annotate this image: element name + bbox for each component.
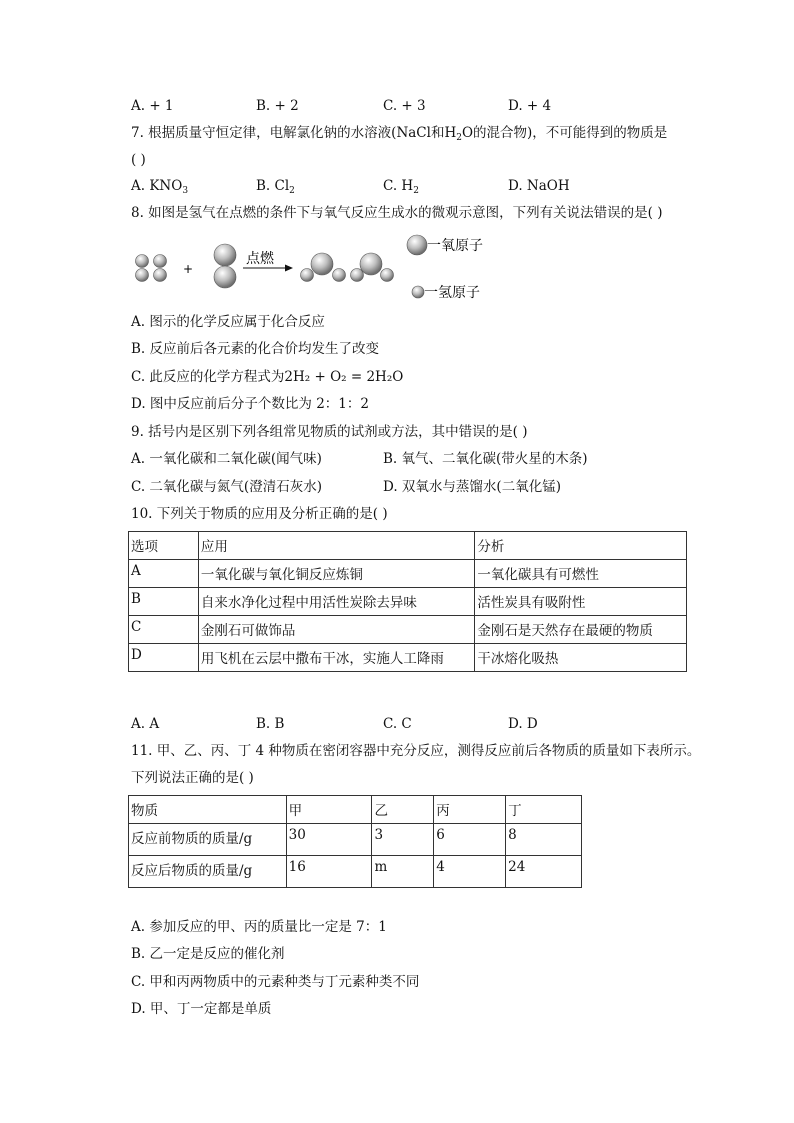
table-cell: 24 <box>506 856 582 888</box>
oxygen-molecule <box>214 244 236 288</box>
table-cell: 金刚石是天然存在最硬的物质 <box>475 616 687 644</box>
table-header-cell: 物质 <box>129 796 287 824</box>
q10-option-a: A. A <box>131 716 160 732</box>
q11-option-c: C. 甲和丙两物质中的元素种类与丁元素种类不同 <box>131 974 420 990</box>
q11-table <box>128 795 582 888</box>
water-molecule <box>301 253 346 282</box>
q7-option-d <box>508 178 570 194</box>
table-row <box>129 644 687 672</box>
table-cell: 6 <box>434 824 506 856</box>
table-header-cell: 丙 <box>434 796 506 824</box>
q8-option-a: A. 图示的化学反应属于化合反应 <box>131 314 325 330</box>
table-cell: D <box>129 644 199 672</box>
q9-option-d: D. 双氧水与蒸馏水(二氧化锰) <box>383 479 561 495</box>
q7-option-a-sub: 3 <box>182 186 189 196</box>
arrow-label: 点燃 <box>246 251 274 267</box>
table-header-cell: 丁 <box>506 796 582 824</box>
q7-stem-part: 7. 根据质量守恒定律，电解氯化钠的水溶液(NaCl和H <box>131 125 457 141</box>
q7-option-b-sub: 2 <box>289 186 295 196</box>
q7-option-c-sub: 2 <box>413 186 419 196</box>
q8-option-c: C. 此反应的化学方程式为2H₂ + O₂ = 2H₂O <box>131 369 404 385</box>
plus-sign: + <box>183 262 194 276</box>
q8-option-d: D. 图中反应前后分子个数比为 2：1：2 <box>131 396 369 412</box>
water-molecule <box>351 253 394 282</box>
table-header-cell: 分析 <box>475 532 687 560</box>
table-cell: 自来水净化过程中用活性炭除去异味 <box>198 588 475 616</box>
table-cell: 30 <box>286 824 372 856</box>
q7-paren: ( ) <box>131 152 146 168</box>
q8-option-b: B. 反应前后各元素的化合价均发生了改变 <box>131 341 380 357</box>
legend-oxygen-label: 一氧原子 <box>427 238 483 254</box>
q10-stem: 10. 下列关于物质的应用及分析正确的是( ) <box>131 506 388 522</box>
hydrogen-atom-icon <box>412 286 424 298</box>
legend-hydrogen <box>412 285 480 301</box>
table-cell: 一氧化碳具有可燃性 <box>475 560 687 588</box>
table-cell: A <box>129 560 199 588</box>
table-header-cell: 选项 <box>129 532 199 560</box>
legend-hydrogen-label: 一氢原子 <box>424 285 480 301</box>
legend-oxygen <box>407 235 483 255</box>
table-cell: 4 <box>434 856 506 888</box>
q9-stem: 9. 括号内是区别下列各组常见物质的试剂或方法，其中错误的是( ) <box>131 424 528 440</box>
table-cell: 用飞机在云层中撒布干冰，实施人工降雨 <box>198 644 475 672</box>
q9-option-a: A. 一氧化碳和二氧化碳(闻气味) <box>131 451 322 467</box>
q7-option-c <box>383 178 419 196</box>
table-header-row <box>129 532 687 560</box>
reaction-diagram <box>125 232 525 307</box>
q7-stem-subscript: 2 <box>456 133 462 143</box>
hydrogen-molecules <box>136 255 167 282</box>
oxygen-atom-icon <box>407 235 427 255</box>
q11-option-d: D. 甲、丁一定都是单质 <box>131 1001 272 1017</box>
table-cell: 3 <box>372 824 434 856</box>
arrow-head-icon <box>285 265 293 272</box>
q9-option-c: C. 二氧化碳与氮气(澄清石灰水) <box>131 479 322 495</box>
q7-option-b-text: B. Cl <box>256 178 290 194</box>
table-cell: 8 <box>506 824 582 856</box>
table-cell: m <box>372 856 434 888</box>
q7-stem <box>131 125 667 146</box>
q7-option-a <box>131 178 188 196</box>
table-header-row <box>129 796 582 824</box>
q11-stem-line1: 11. 甲、乙、丙、丁 4 种物质在密闭容器中充分反应，测得反应前后各物质的质量如下表所示。 <box>131 743 701 759</box>
table-row <box>129 856 582 888</box>
table-header-cell: 甲 <box>286 796 372 824</box>
q10-table <box>128 531 687 672</box>
table-row <box>129 560 687 588</box>
q7-option-d-text: D. NaOH <box>508 178 570 194</box>
q6-option-a: A. + 1 <box>131 98 174 114</box>
table-row <box>129 824 582 856</box>
table-cell: 反应后物质的质量/g <box>129 856 287 888</box>
table-cell: C <box>129 616 199 644</box>
q7-stem-part: O的混合物)，不可能得到的物质是 <box>461 125 668 141</box>
q11-option-a: A. 参加反应的甲、丙的质量比一定是 7：1 <box>131 919 387 935</box>
table-cell: 活性炭具有吸附性 <box>475 588 687 616</box>
table-row <box>129 616 687 644</box>
table-row <box>129 588 687 616</box>
table-header-cell: 乙 <box>372 796 434 824</box>
q10-option-b: B. B <box>256 716 285 732</box>
table-header-cell: 应用 <box>198 532 475 560</box>
q10-option-c: C. C <box>383 716 412 732</box>
q7-option-c-text: C. H <box>383 178 414 194</box>
q6-option-c: C. + 3 <box>383 98 426 114</box>
table-cell: 一氧化碳与氧化铜反应炼铜 <box>198 560 475 588</box>
q7-option-b <box>256 178 295 196</box>
table-cell: 金刚石可做饰品 <box>198 616 475 644</box>
q6-option-b: B. + 2 <box>256 98 299 114</box>
q11-option-b: B. 乙一定是反应的催化剂 <box>131 946 285 962</box>
q11-stem-line2: 下列说法正确的是( ) <box>131 770 254 786</box>
table-cell: 反应前物质的质量/g <box>129 824 287 856</box>
q7-option-a-text: A. KNO <box>131 178 183 194</box>
table-cell: 16 <box>286 856 372 888</box>
table-cell: B <box>129 588 199 616</box>
q6-option-d: D. + 4 <box>508 98 552 114</box>
q9-option-b: B. 氧气、二氧化碳(带火星的木条) <box>383 451 588 467</box>
q10-option-d: D. D <box>508 716 538 732</box>
table-cell: 干冰熔化吸热 <box>475 644 687 672</box>
q8-stem: 8. 如图是氢气在点燃的条件下与氧气反应生成水的微观示意图，下列有关说法错误的是( ) <box>131 205 663 221</box>
